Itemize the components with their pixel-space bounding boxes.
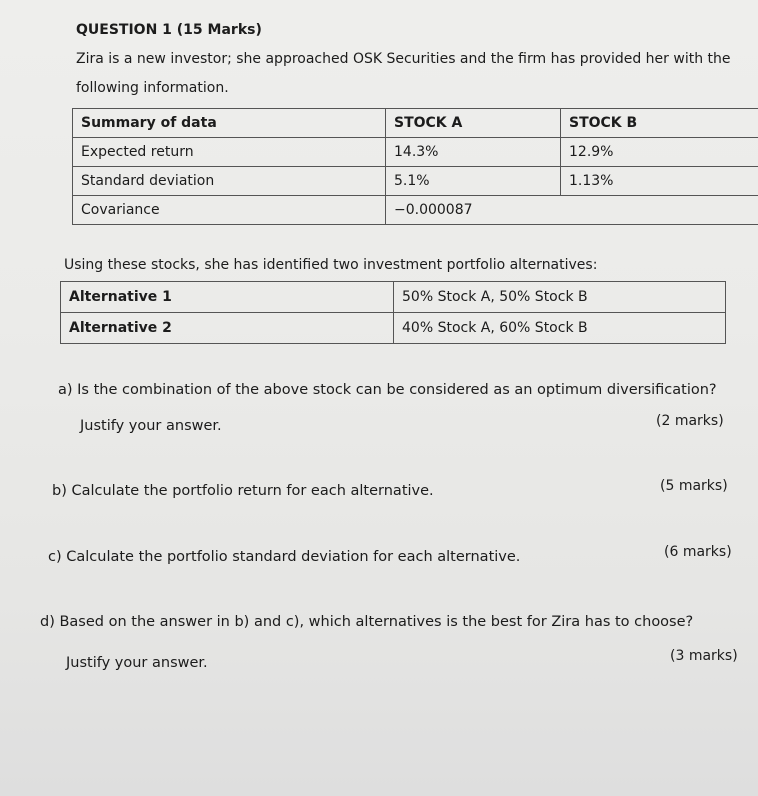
question-c-text: c) Calculate the portfolio standard deviation for each alternative. [48,549,521,565]
stock-b-value: 1.13% [561,167,758,196]
intro-text-line-1: Zira is a new investor; she approached OSK Securities and the firm has provided her with the [76,51,731,67]
question-title: QUESTION 1 (15 Marks) [76,22,262,38]
question-b-text: b) Calculate the portfolio return for each alternative. [52,483,434,499]
header-summary: Summary of data [73,109,386,138]
question-c-marks: (6 marks) [664,544,732,560]
header-stock-a: STOCK A [386,109,561,138]
alternative-name: Alternative 1 [61,282,394,313]
row-label: Covariance [73,196,386,225]
covariance-value: −0.000087 [386,196,561,225]
empty-cell [561,196,758,225]
alternatives-table [60,281,726,344]
alternatives-intro: Using these stocks, she has identified two investment portfolio alternatives: [64,257,598,273]
question-d-text: d) Based on the answer in b) and c), which alternatives is the best for Zira has to choose? [40,614,694,630]
table-row [61,282,726,313]
question-a-text: a) Is the combination of the above stock can be considered as an optimum diversification? [58,382,717,398]
alternative-mix: 50% Stock A, 50% Stock B [394,282,726,313]
alternative-mix: 40% Stock A, 60% Stock B [394,313,726,344]
question-d-justify: Justify your answer. [66,655,208,671]
table-row [73,167,758,196]
table-row [73,138,758,167]
question-a-marks: (2 marks) [656,413,724,429]
intro-text-line-2: following information. [76,80,229,96]
table-row [73,196,758,225]
stock-a-value: 14.3% [386,138,561,167]
summary-data-table [72,108,758,225]
header-stock-b: STOCK B [561,109,758,138]
table-header-row [73,109,758,138]
alternative-name: Alternative 2 [61,313,394,344]
question-d-marks: (3 marks) [670,648,738,664]
stock-a-value: 5.1% [386,167,561,196]
table-row [61,313,726,344]
stock-b-value: 12.9% [561,138,758,167]
row-label: Standard deviation [73,167,386,196]
question-b-marks: (5 marks) [660,478,728,494]
question-a-justify: Justify your answer. [80,418,222,434]
row-label: Expected return [73,138,386,167]
